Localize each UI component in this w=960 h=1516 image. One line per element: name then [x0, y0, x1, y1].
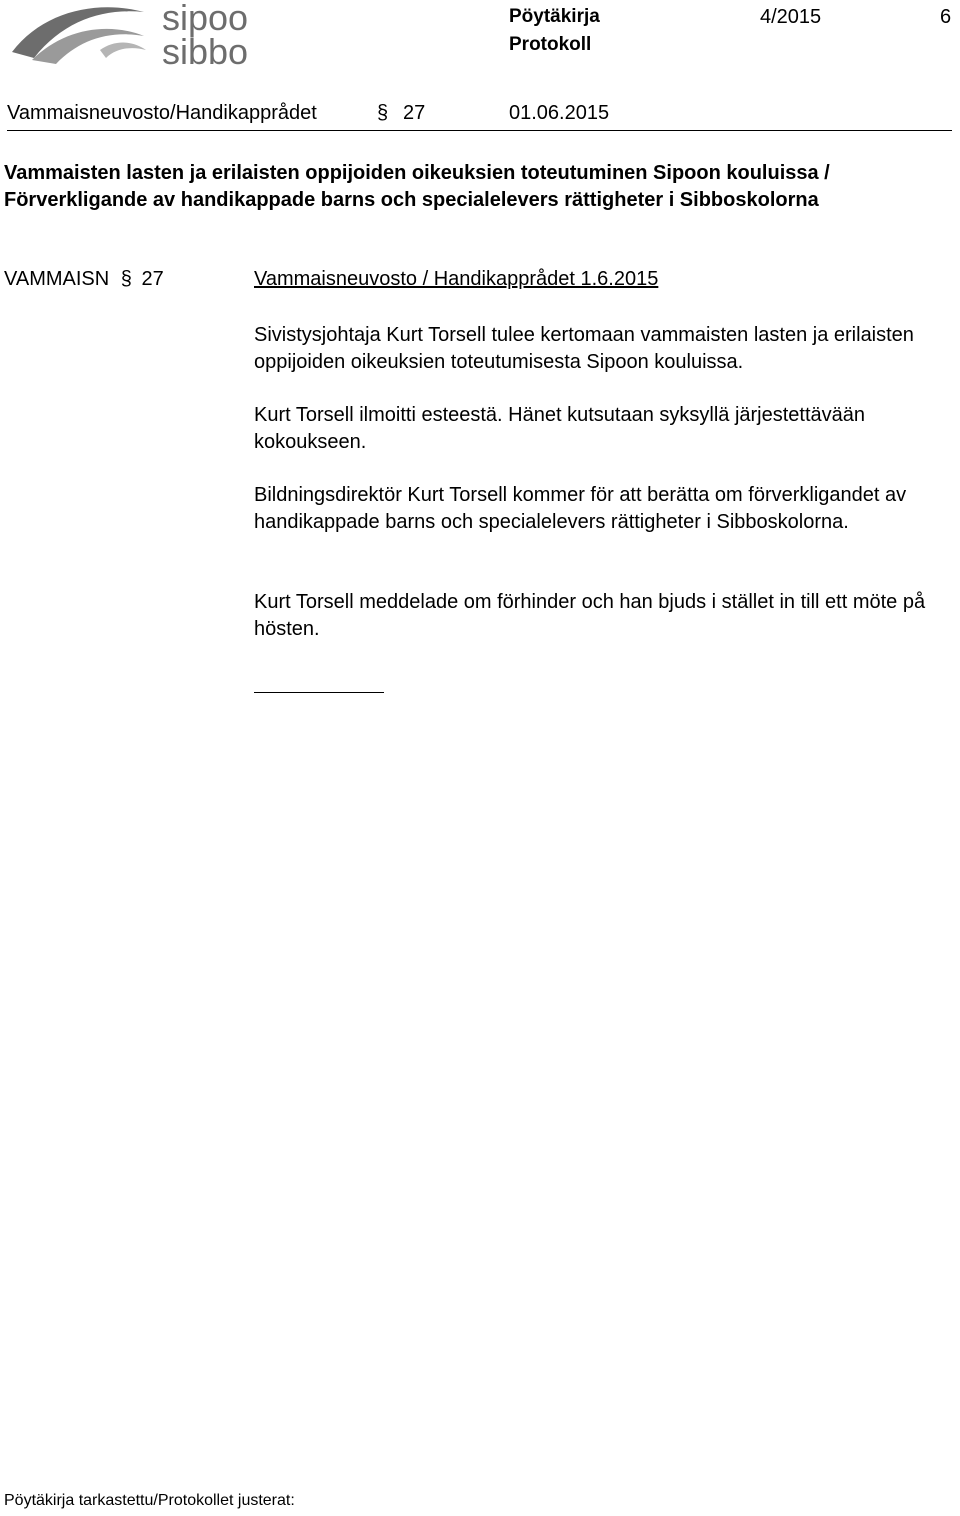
meeting-header-line — [7, 100, 952, 131]
section-code: VAMMAISN — [4, 268, 110, 290]
meeting-date: 01.06.2015 — [509, 102, 610, 124]
paragraph-1: Sivistysjohtaja Kurt Torsell tulee kertomaan vammaisten lasten ja erilaisten oppijoiden oikeuksien toteutumisesta Sipoon kouluissa. — [254, 324, 914, 373]
doc-type-sv: Protokoll — [509, 34, 592, 55]
meeting-section: 27 — [403, 102, 426, 124]
logo-text-sibbo: sibbo — [162, 31, 249, 70]
agenda-item-title: Vammaisten lasten ja erilaisten oppijoiden oikeuksien toteutuminen Sipoon kouluissa / Förverkligande av handikappade barns och specialelevers rättigheter i Sibboskolorna — [4, 162, 830, 211]
meeting-body: Vammaisneuvosto/Handikapprådet — [7, 102, 317, 124]
section-meeting-link[interactable]: Vammaisneuvosto / Handikapprådet 1.6.2015 — [254, 268, 659, 290]
footer-text: Pöytäkirja tarkastettu/Protokollet justerat: — [4, 1492, 295, 1509]
section-reference — [4, 268, 659, 291]
section-symbol: § — [377, 102, 389, 124]
doc-type-fi: Pöytäkirja — [509, 6, 600, 27]
end-separator — [254, 692, 384, 693]
paragraph-2: Kurt Torsell ilmoitti esteestä. Hänet kutsutaan syksyllä järjestettävään kokoukseen. — [254, 404, 866, 453]
section-symbol: § — [120, 268, 132, 290]
paragraph-4: Kurt Torsell meddelade om förhinder och han bjuds i stället in till ett möte på hösten. — [254, 591, 926, 640]
logo-text-sipoo: sipoo — [162, 0, 249, 38]
doc-number: 4/2015 — [760, 6, 822, 28]
paragraph-3: Bildningsdirektör Kurt Torsell kommer för att berätta om förverkligandet av handikappade barns och specialelevers rättigheter i Sibboskolorna. — [254, 484, 907, 533]
section-number: 27 — [141, 268, 164, 290]
sipoo-sibbo-logo — [4, 0, 254, 70]
page-number: 6 — [940, 6, 952, 28]
